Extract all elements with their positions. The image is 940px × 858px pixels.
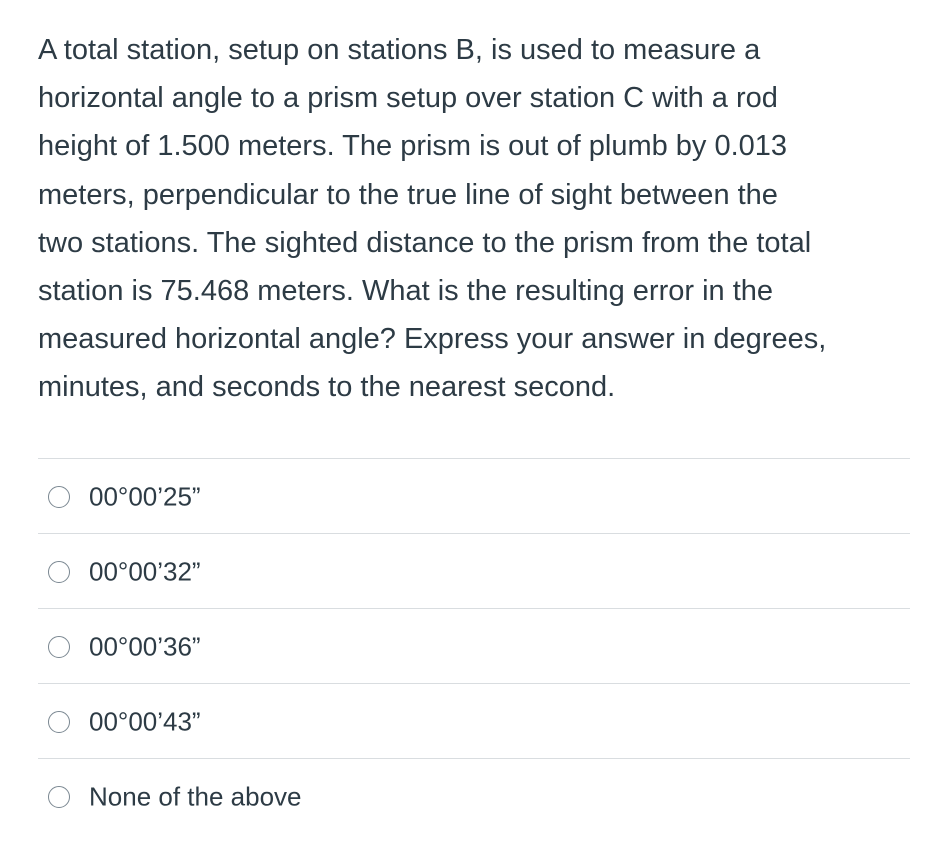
question-line: station is 75.468 meters. What is the resulting error in the: [38, 275, 774, 308]
question-text: [38, 26, 908, 412]
question-line: minutes, and seconds to the nearest second.: [38, 371, 616, 404]
answer-label: None of the above: [89, 781, 302, 812]
question-line: two stations. The sighted distance to the prism from the total: [38, 226, 812, 259]
answer-label: 00°00’32”: [89, 556, 201, 587]
radio-button[interactable]: [48, 561, 70, 583]
radio-button[interactable]: [48, 636, 70, 658]
answer-label: 00°00’43”: [89, 706, 201, 737]
radio-button[interactable]: [48, 786, 70, 808]
radio-button[interactable]: [48, 486, 70, 508]
answer-list: [38, 458, 910, 833]
answer-label: 00°00’25”: [89, 481, 201, 512]
answer-option[interactable]: [38, 533, 910, 608]
answer-option[interactable]: [38, 683, 910, 758]
radio-button[interactable]: [48, 711, 70, 733]
question-line: A total station, setup on stations B, is used to measure a: [38, 34, 761, 66]
answer-option[interactable]: [38, 758, 910, 833]
question-line: meters, perpendicular to the true line of sight between the: [38, 178, 778, 211]
question-line: height of 1.500 meters. The prism is out of plumb by 0.013: [38, 130, 788, 163]
question-line: measured horizontal angle? Express your answer in degrees,: [38, 323, 827, 356]
question-line: horizontal angle to a prism setup over station C with a rod: [38, 82, 778, 115]
answer-option[interactable]: [38, 458, 910, 533]
answer-label: 00°00’36”: [89, 631, 201, 662]
answer-option[interactable]: [38, 608, 910, 683]
